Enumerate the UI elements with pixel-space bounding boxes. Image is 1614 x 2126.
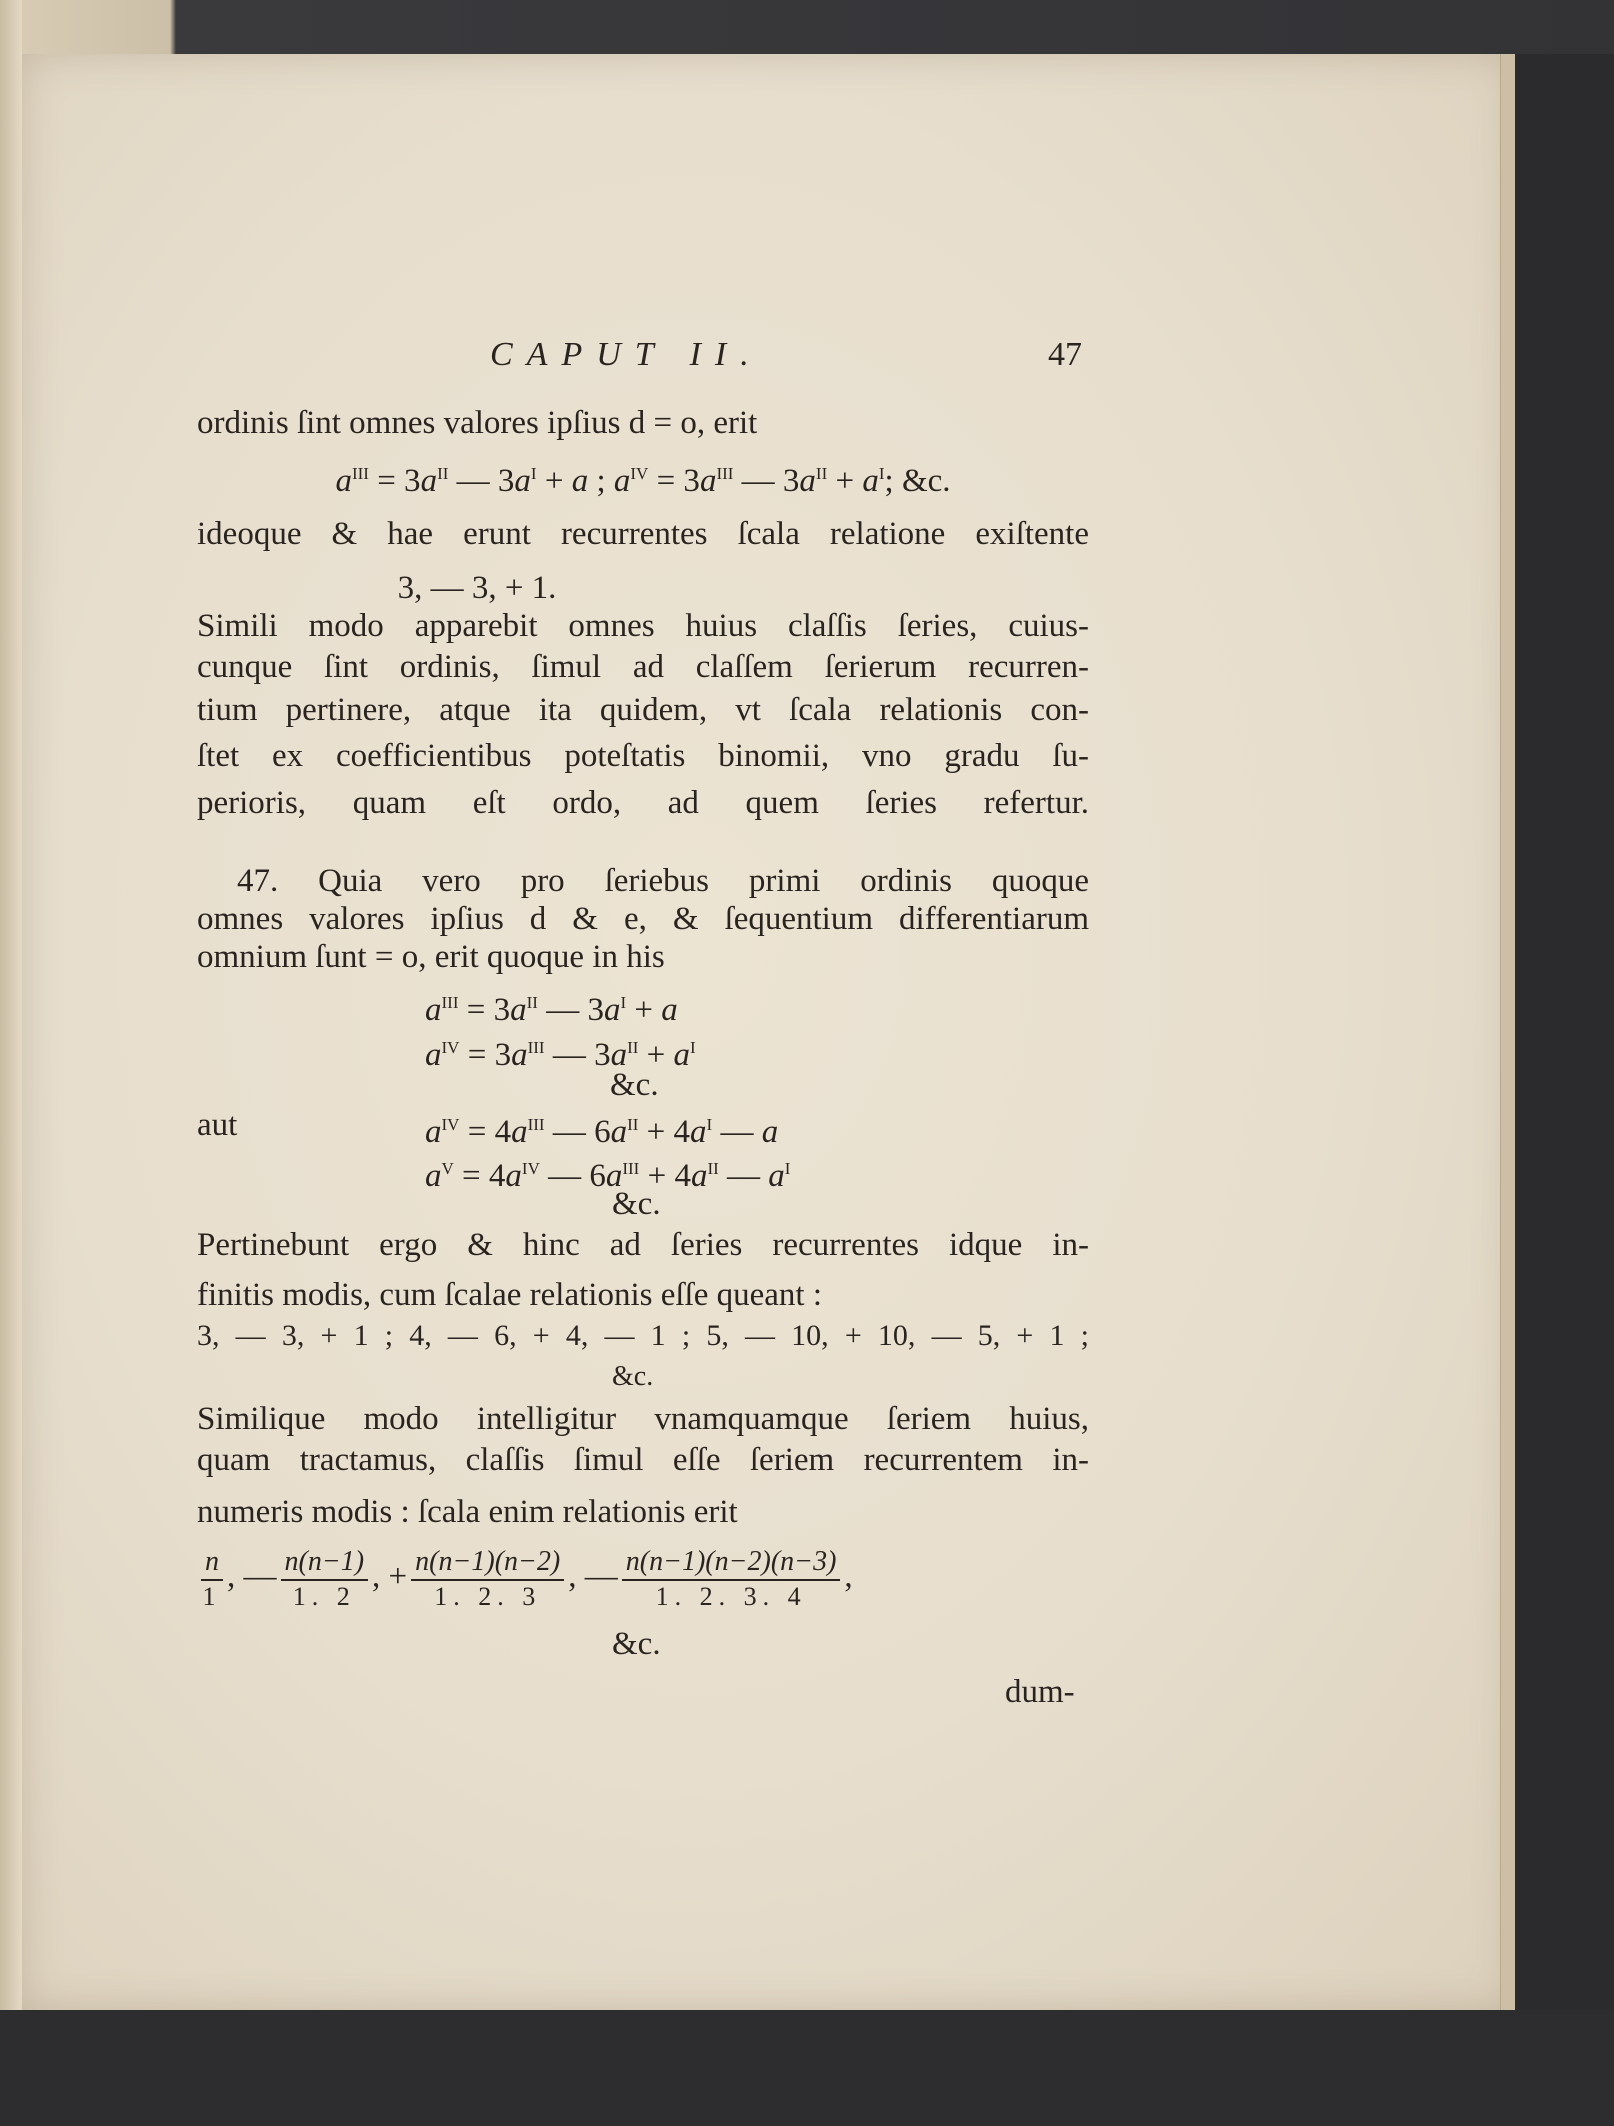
text-line: Simili modo apparebit omnes huius claſſis ſeries, cuius- [197, 608, 1089, 644]
superscript-index: II [815, 464, 828, 483]
superscript-index: III [527, 1115, 545, 1134]
math-variable: $a^I$ [690, 1114, 713, 1150]
math-variable: $a^{II}$ [690, 1158, 719, 1194]
superscript-index: IV [521, 1159, 540, 1178]
math-variable: a [761, 1114, 779, 1150]
superscript-index: II [526, 993, 538, 1012]
fraction-denominator: 1. 2. 3. 4 [655, 1582, 807, 1611]
etc-mark: &c. [612, 1361, 654, 1392]
superscript-index: III [527, 1038, 545, 1057]
equation-line: 3, — 3, + 1 ; 4, — 6, + 4, — 1 ; 5, — 10, + 10, — 5, + 1 ; [197, 1319, 1089, 1352]
math-variable: $a^{III}$ [335, 463, 369, 499]
math-variable: $a^{III}$ [425, 992, 459, 1028]
superscript-index: II [437, 464, 449, 483]
superscript-index: I [878, 464, 885, 483]
superscript-index: III [716, 464, 734, 483]
text-line: ordinis ſint omnes valores ipſius d = o, erit [197, 405, 758, 441]
etc-mark: &c. [612, 1186, 661, 1222]
superscript-index: IV [441, 1115, 460, 1134]
math-variable: $a^{IV}$ [505, 1158, 540, 1194]
math-variable: $a^I$ [768, 1158, 791, 1194]
math-variable: $a^{II}$ [420, 463, 449, 499]
text-line: ſtet ex coefficientibus poteſtatis binomii, vno gradu ſu- [197, 738, 1089, 774]
superscript-index: IV [441, 1038, 460, 1057]
catchword: dum- [1005, 1674, 1075, 1710]
math-variable: $a^{II}$ [610, 1114, 639, 1150]
superscript-index: III [622, 1159, 640, 1178]
etc-mark: &c. [612, 1626, 661, 1662]
math-variable: $a^{II}$ [610, 1037, 639, 1073]
fraction-numerator: n(n−1)(n−2) [411, 1545, 564, 1581]
math-variable: $a^{II}$ [510, 992, 538, 1028]
fraction-denominator: 1. 2. 3 [434, 1582, 542, 1611]
equation-line: $a^{III} = 3a^{II}$ — $3a^I + a$ [425, 992, 678, 1028]
equation-line: $a^{IV} = 3a^{III}$ — $3a^{II} + a^I$ [425, 1037, 696, 1073]
text-label: aut [197, 1107, 238, 1143]
text-line: omnes valores ipſius d & e, & ſequentium differentiarum [197, 901, 1089, 937]
superscript-index: II [707, 1159, 719, 1178]
fraction-numerator: n(n−1)(n−2)(n−3) [622, 1545, 841, 1581]
fraction [281, 1545, 369, 1613]
scan-background-bottom [0, 2010, 1614, 2126]
fraction [622, 1545, 841, 1613]
superscript-index: III [351, 464, 369, 483]
math-variable: $a^V$ [425, 1158, 454, 1194]
text-line: ideoque & hae erunt recurrentes ſcala relatione exiſtente [197, 516, 1089, 552]
superscript-index: V [441, 1159, 454, 1178]
fraction-denominator: 1 [202, 1582, 222, 1611]
math-variable: $a^{IV}$ [425, 1037, 460, 1073]
page-edge [1500, 54, 1515, 2010]
superscript-index: I [706, 1115, 713, 1134]
equation-line: $a^{IV} = 4a^{III}$ — $6a^{II} + 4a^I$ — a [425, 1114, 779, 1150]
fraction-numerator: n [201, 1545, 223, 1581]
page-number: 47 [1048, 336, 1082, 373]
fraction-numerator: n(n−1) [281, 1545, 369, 1581]
text-line: perioris, quam eſt ordo, ad quem ſeries refertur. [197, 785, 1089, 821]
superscript-index: II [627, 1038, 639, 1057]
etc-mark: &c. [610, 1067, 659, 1103]
math-variable: $a^{IV}$ [425, 1114, 460, 1150]
math-variable: $a^{III}$ [511, 1114, 545, 1150]
text-line: tium pertinere, atque ita quidem, vt ſcala relationis con- [197, 692, 1089, 728]
paragraph-start: 47. Quia vero pro ſeriebus primi ordinis quoque [237, 863, 1089, 899]
text-line: quam tractamus, claſſis ſimul eſſe ſeriem recurrentem in- [197, 1442, 1089, 1478]
math-variable: a [661, 992, 678, 1028]
superscript-index: II [627, 1115, 639, 1134]
superscript-index: III [441, 993, 459, 1012]
equation-line: 3, — 3, + 1. [397, 570, 557, 606]
text-line: Similique modo intelligitur vnamquamque ſeriem huius, [197, 1401, 1089, 1437]
math-variable: $a^{IV}$ [613, 463, 649, 499]
math-variable: a [571, 463, 589, 499]
superscript-index: IV [630, 464, 649, 483]
text-line: cunque ſint ordinis, ſimul ad claſſem ſerierum recurren- [197, 649, 1089, 685]
superscript-index: I [530, 464, 537, 483]
fraction [201, 1545, 223, 1613]
superscript-index: I [690, 1038, 696, 1057]
text-line: finitis modis, cum ſcalae relationis eſſe queant : [197, 1277, 822, 1313]
fraction-series: $\frac{n}{1}$ , — $\frac{n(n-1)}{1. 2}$ , + $\frac{n(n-1)(n-2)}{1. 2. 3}$ , — $\frac{n(n-1)(n-2)(n-3)}{1. 2. 3. 4}$ , [202, 1546, 853, 1611]
math-variable: $a^{III}$ [605, 1158, 640, 1194]
math-variable: $a^I$ [673, 1037, 696, 1073]
text-line: omnium ſunt = o, erit quoque in his [197, 939, 665, 975]
math-variable: $a^{II}$ [799, 463, 828, 499]
scan-background-top [0, 0, 1614, 54]
running-title: CAPUT II. [490, 336, 763, 373]
superscript-index: I [784, 1159, 791, 1178]
math-variable: $a^{III}$ [699, 463, 734, 499]
facing-page-edge [0, 0, 22, 2030]
math-variable: $a^I$ [862, 463, 885, 499]
equation-line: $a^{III} = 3a^{II}$ — $3a^I + a$ ; $a^{IV} = 3a^{III}$ — $3a^{II} + a^I$; &c. [335, 463, 951, 499]
text-line: numeris modis : ſcala enim relationis erit [197, 1494, 738, 1530]
superscript-index: I [620, 993, 627, 1012]
math-variable: $a^I$ [514, 463, 537, 499]
fraction [411, 1545, 564, 1613]
fraction-denominator: 1. 2 [292, 1582, 356, 1611]
math-variable: $a^{III}$ [511, 1037, 545, 1073]
equation-line: $a^V = 4a^{IV}$ — $6a^{III} + 4a^{II}$ — $a^I$ [425, 1158, 791, 1194]
math-variable: $a^I$ [603, 992, 627, 1028]
text-line: Pertinebunt ergo & hinc ad ſeries recurrentes idque in- [197, 1227, 1089, 1263]
